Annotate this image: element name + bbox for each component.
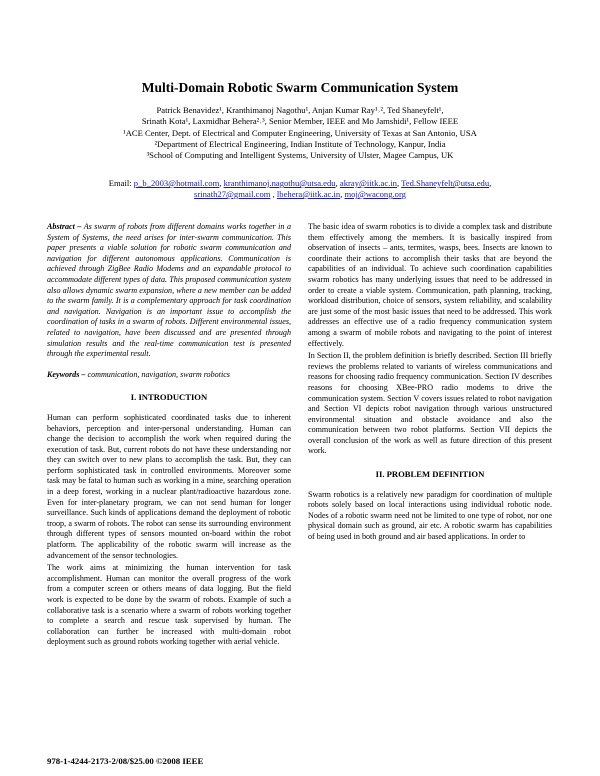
abstract-lead: Abstract – xyxy=(47,222,82,231)
abstract-text: As swarm of robots from different domains works together in a System of Systems, the need arises for inter-swarm communication. This paper presents a viable solution for robotic swarm communication and navigation for different autonomous applications. Communication is achieved through ZigBee Radio Modems and an expandable protocol to accommodate different types of data. This proposed communication system also allows dynamic swarm expansion, where a new member can be added to the swarm family. It is a complementary approach for task coordination and navigation. Navigation is an important issue to accomplish the coordination of tasks in a swarm of robots. Different environmental issues, related to navigation, have been discussed and are presented through simulation results and the real-time communication test is presented through the experimental result. xyxy=(47,222,291,359)
abstract xyxy=(47,222,291,360)
email-line-2 xyxy=(40,189,560,200)
copyright-footer: 978-1-4244-2173-2/08/$25.00 ©2008 IEEE xyxy=(47,756,204,766)
right-column xyxy=(308,222,552,545)
keywords-text: communication, navigation, swarm robotics xyxy=(85,369,230,379)
email-link[interactable]: srinath27@gmail.com xyxy=(194,189,271,199)
email-separator: , xyxy=(272,189,275,199)
keywords xyxy=(47,370,291,381)
keywords-lead: Keywords – xyxy=(47,369,86,379)
author-line-1: Patrick Benavidez¹, Kranthimanoj Nagothu¹, Anjan Kumar Ray¹˒², Ted Shaneyfelt¹, xyxy=(156,105,444,115)
paper-title: Multi-Domain Robotic Swarm Communication System xyxy=(141,80,459,95)
email-link[interactable]: p_b_2003@hotmail.com xyxy=(133,178,220,188)
intro-paragraph-3: The basic idea of swarm robotics is to divide a complex task and distribute them effectively among the members. It is basically inspired from observation of insects – ants, termites, wasps, bees. Insects are known to coordinate their actions to accomplish their tasks that are beyond the capabilities of an individual. To achieve such coordination capabilities swarm robotics has many underlying issues that need to be addressed in order to create a viable system. Communication, path planning, tracking, workload distribution, choice of sensors, system reliability, and scalability are just some of the most basic issues that need to be addressed. This work addresses an effective use of a radio frequency communication system among a swarm of mobile robots and navigating to the point of interest effectively. xyxy=(308,222,552,348)
email-separator: , xyxy=(396,178,400,188)
intro-paragraph-1: Human can perform sophisticated coordinated tasks due to inherent behaviors, perception and inter-personal understanding. Human can change the decision to accomplish the work when required during the execution of task. But, current robots do not have these understanding nor they can switch over to new plans to accomplish the task. But, they can perform sophisticated task in controlled environments. Moreover some task may be fatal to human such as working in a mine, searching operation in a deep forest, working in a nuclear plant/radioactive hazardous zone. Even for inter-planetary program, we can not send human for longer surveillance. Such kinds of applications demand the deployment of robotic troop, a swarm of robots. The robot can sense its surrounding environment through different types of sensors mounted on-board within the robot platform. The applicability of the robotic swarm will increase as the advancement of the sensor technologies. xyxy=(47,412,291,560)
section-heading-introduction: I. INTRODUCTION xyxy=(130,392,208,403)
email-link[interactable]: kranthimanoj.nagothu@utsa.edu xyxy=(223,178,336,188)
email-separator: , xyxy=(340,189,343,199)
problem-paragraph-1: Swarm robotics is a relatively new paradigm for coordination of multiple robots solely based on local interactions using individual robotic node. Nodes of a robotic swarm need not be limited to one type of robot, nor one physical domain such as ground, air etc. A robotic swarm has capabilities of being used in both ground and air based applications. In order to xyxy=(308,489,552,542)
intro-paragraph-2: The work aims at minimizing the human intervention for task accomplishment. Human can monitor the overall progress of the work from a computer screen or others means of data logging. But the field work is expected to be done by the swarm of robots. Example of such a collaborative task is a scenario where a swarm of robots working together to complete a search and rescue task supervised by human. The collaboration can further be increased with multi-domain robot deployment such as ground robots working together with aerial vehicle. xyxy=(47,563,291,647)
intro-paragraph-4: In Section II, the problem definition is briefly described. Section III briefly reviews the problems related to variants of wireless communications and reasons for choosing radio frequency communication. Section IV describes reasons for choosing XBee-PRO radio modems to drive the communication system. Section V covers issues related to robot navigation and Section VI depicts robot navigation through various unstructured environmental situation and obstacle avoidance and also the communication between two robot platforms. Section VII depicts the overall conclusion of the work as well as future direction of this present work. xyxy=(308,351,552,456)
email-link[interactable]: lbehera@iitk.ac.in xyxy=(276,189,341,199)
email-link[interactable]: Ted.Shaneyfelt@utsa.edu xyxy=(401,178,490,188)
email-label: Email: xyxy=(108,178,132,188)
section-heading-problem-definition: II. PROBLEM DEFINITION xyxy=(375,469,485,480)
email-link[interactable]: akray@iitk.ac.in xyxy=(339,178,397,188)
email-separator: , xyxy=(335,178,338,188)
left-column xyxy=(47,222,291,650)
email-separator: , xyxy=(219,178,222,188)
author-block xyxy=(40,105,560,161)
email-link[interactable]: moj@wacong.org xyxy=(344,189,406,199)
email-line-1 xyxy=(40,178,560,189)
affiliation-2: ²Department of Electrical Engineering, Indian Institute of Technology, Kanpur, India xyxy=(154,138,446,149)
affiliation-3: ³School of Computing and Intelligent Systems, University of Ulster, Magee Campus, UK xyxy=(146,150,454,161)
email-block xyxy=(40,178,560,200)
affiliation-1: ¹ACE Center, Dept. of Electrical and Computer Engineering, University of Texas at San Antonio, USA xyxy=(123,127,477,138)
author-line-2: Srinath Kota¹, Laxmidhar Behera²˒³, Senior Member, IEEE and Mo Jamshidi¹, Fellow IEEE xyxy=(141,116,459,127)
email-separator: , xyxy=(489,178,492,188)
